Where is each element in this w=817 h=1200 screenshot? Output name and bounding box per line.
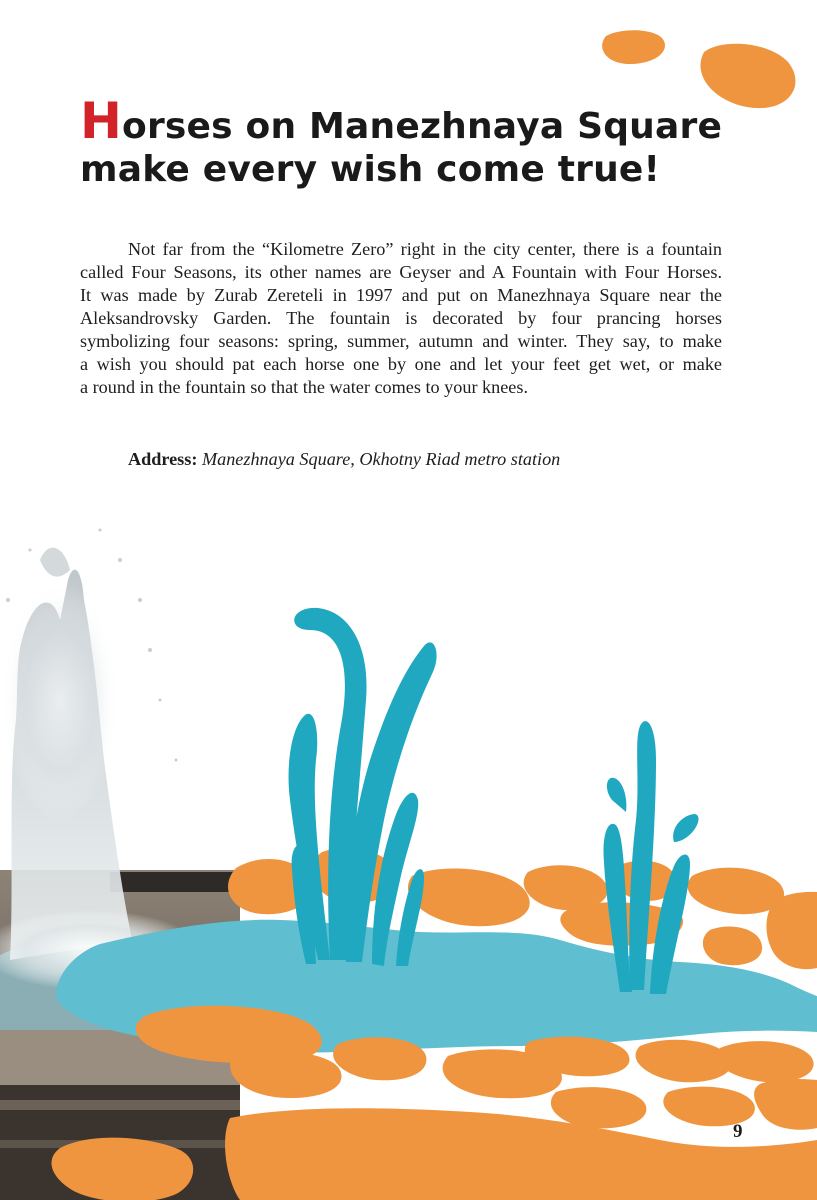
body-paragraph	[80, 238, 722, 399]
body-line: a wish you should pat each horse one by one and let your feet get wet, or make	[80, 354, 722, 374]
orange-stone-icon	[754, 1079, 817, 1130]
orange-stone-icon	[688, 868, 785, 915]
body-line: It was made by Zurab Zereteli in 1997 and put on Manezhnaya Square near the	[80, 285, 722, 305]
orange-stone-icon	[333, 1037, 426, 1080]
body-line: symbolizing four seasons: spring, summer, autumn and winter. They say, to make	[80, 331, 722, 351]
body-line: called Four Seasons, its other names are Geyser and A Fountain with Four Horses.	[80, 262, 722, 282]
orange-stone-icon	[230, 1051, 341, 1098]
title-line-1	[80, 92, 760, 150]
address-value: Manezhnaya Square, Okhotny Riad metro station	[201, 449, 561, 469]
page-number: 9	[733, 1121, 743, 1142]
title-initial: H	[80, 92, 123, 150]
orange-stone-icon	[703, 927, 762, 966]
orange-stone-icon	[551, 1087, 647, 1128]
body-line: Not far from the “Kilometre Zero” right in the city center, there is a fountain	[128, 239, 722, 259]
orange-stone-icon	[408, 869, 530, 927]
body-line: Aleksandrovsky Garden. The fountain is decorated by four prancing horses	[80, 308, 722, 328]
fountain-photo	[0, 529, 240, 1200]
address	[128, 449, 560, 470]
page-title	[80, 92, 760, 191]
orange-stone-icon	[700, 44, 795, 108]
address-label: Address:	[128, 449, 198, 469]
orange-stone-icon	[766, 892, 817, 969]
orange-stone-icon	[602, 30, 665, 64]
body-line: a round in the fountain so that the water comes to your knees.	[80, 377, 529, 397]
title-line-1-rest: orses on Manezhnaya Square	[122, 106, 723, 147]
title-line-2: make every wish come true!	[80, 149, 661, 190]
orange-stone-icon	[716, 1041, 814, 1082]
